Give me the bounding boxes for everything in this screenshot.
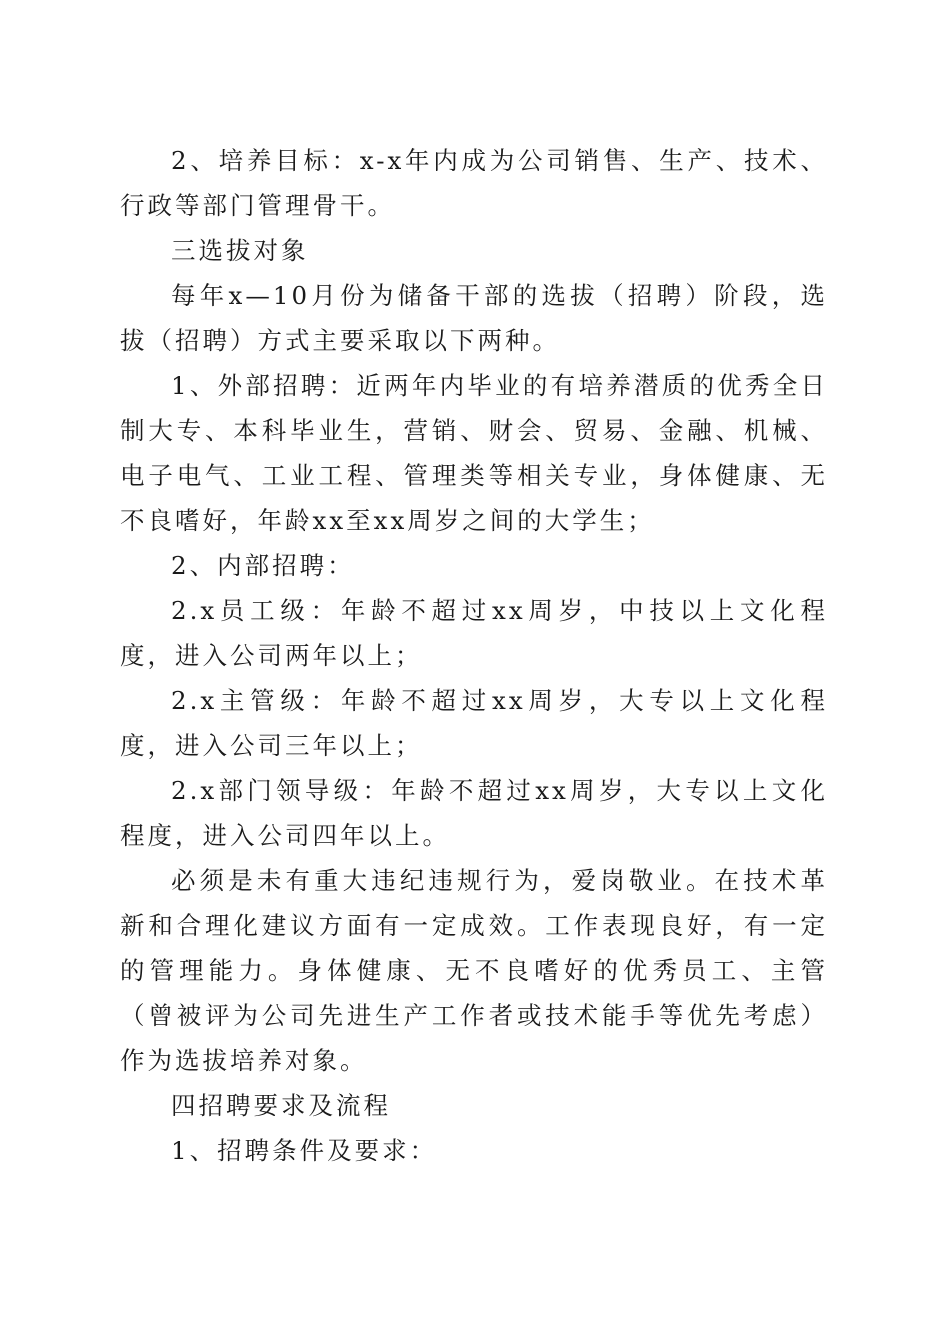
paragraph-recruitment-conditions: 1、招聘条件及要求： xyxy=(171,1136,438,1165)
heading-selection-targets: 三选拔对象 xyxy=(171,236,309,265)
paragraph-requirements: 必须是未有重大违纪违规行为，爱岗敬业。在技术革新和合理化建议方面有一定成效。工作表现良好，有一定的管理能力。身体健康、无不良嗜好的优秀员工、主管（曾被评为公司先进生产工作者或技术能手等优先考虑）作为选拔培养对象。 xyxy=(120,866,828,1075)
paragraph-supervisor-level: 2.x主管级：年龄不超过xx周岁，大专以上文化程度，进入公司三年以上； xyxy=(120,686,828,760)
paragraph-department-leader-level: 2.x部门领导级：年龄不超过xx周岁，大专以上文化程度，进入公司四年以上。 xyxy=(120,776,828,850)
heading-recruitment-process: 四招聘要求及流程 xyxy=(171,1091,391,1120)
paragraph-external-recruitment: 1、外部招聘：近两年内毕业的有培养潜质的优秀全日制大专、本科毕业生，营销、财会、贸易、金融、机械、电子电气、工业工程、管理类等相关专业，身体健康、无不良嗜好，年龄xx至xx周岁之间的大学生； xyxy=(120,371,828,535)
paragraph-selection-period: 每年x—10月份为储备干部的选拔（招聘）阶段，选拔（招聘）方式主要采取以下两种。 xyxy=(120,281,828,355)
document-body xyxy=(120,138,828,1173)
paragraph-training-goal: 2、培养目标：x-x年内成为公司销售、生产、技术、行政等部门管理骨干。 xyxy=(120,146,828,220)
paragraph-internal-recruitment: 2、内部招聘： xyxy=(171,551,355,580)
paragraph-staff-level: 2.x员工级：年龄不超过xx周岁，中技以上文化程度，进入公司两年以上； xyxy=(120,596,828,670)
